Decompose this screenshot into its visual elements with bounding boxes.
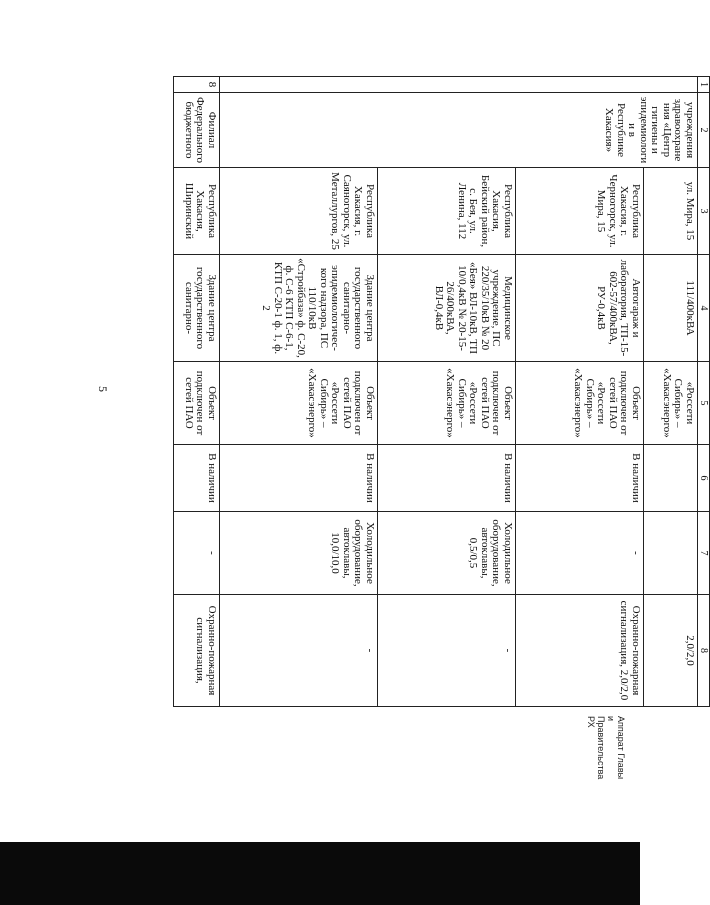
table-cell: «Россети Сибирь» – «Хакасэнерго» bbox=[644, 362, 698, 445]
table-cell bbox=[220, 77, 698, 93]
table-cell: В наличии bbox=[516, 445, 644, 512]
stamp-line: Аппарат Главы bbox=[616, 716, 626, 780]
table-cell: В наличии bbox=[174, 445, 220, 512]
equipment-table bbox=[173, 76, 710, 707]
table-row bbox=[516, 77, 644, 707]
table-cell: Объект подключен от сетей ПАО «Россети Сибирь» – «Хакасэнерго» bbox=[378, 362, 516, 445]
table-cell: Объект подключен от сетей ПАО «Россети Сибирь» – «Хакасэнерго» bbox=[516, 362, 644, 445]
table-cell: Республика Хакасия, г. Черногорск, ул. Мира, 15 bbox=[516, 168, 644, 255]
table-cell: Республика Хакасия, г. Саяногорск, ул. Металлургов, 25 bbox=[220, 168, 378, 255]
scan-border bbox=[0, 842, 640, 905]
header-cell: 2 bbox=[698, 93, 710, 168]
header-cell: 3 bbox=[698, 168, 710, 255]
table-cell: 2,0/2,0 bbox=[644, 595, 698, 707]
rotated-page bbox=[115, 76, 710, 706]
table-cell: Охранно-пожарная сигнализация, 2,0/2,0 bbox=[516, 595, 644, 707]
table-cell: 8 bbox=[174, 77, 220, 93]
table-cell: - bbox=[516, 512, 644, 595]
table-cell: Объект подключен от сетей ПАО bbox=[174, 362, 220, 445]
table-cell: Филиал Федерального бюджетного bbox=[174, 93, 220, 168]
table-row bbox=[220, 77, 378, 707]
page-number: 5 bbox=[96, 386, 110, 392]
table-cell bbox=[644, 512, 698, 595]
table-cell: Объект подключен от сетей ПАО «Россети Сибирь» – «Хакасэнерго» bbox=[220, 362, 378, 445]
table-cell: - bbox=[174, 512, 220, 595]
table-cell: Автогараж и лаборатория, ТП-15-602-57/400кВА, РУ-0,4кВ bbox=[516, 255, 644, 362]
table-cell: учреждения здравоохранения «Центр гигиены и эпидемиологии в Республике Хакасия» bbox=[220, 93, 698, 168]
header-cell: 8 bbox=[698, 595, 710, 707]
table-cell: Охранно-пожарная сигнализация, bbox=[174, 595, 220, 707]
table-row bbox=[378, 77, 516, 707]
table-cell: Холодильное оборудование, автоклавы, 0,5/0,5 bbox=[378, 512, 516, 595]
table-cell bbox=[644, 445, 698, 512]
stamp-line: и Правительства РХ bbox=[586, 716, 616, 780]
table-cell: В наличии bbox=[220, 445, 378, 512]
header-cell: 1 bbox=[698, 77, 710, 93]
header-cell: 7 bbox=[698, 512, 710, 595]
table-cell: 111/400кВА bbox=[644, 255, 698, 362]
header-cell: 6 bbox=[698, 445, 710, 512]
table-cell: Здание центра государственного санитарно- bbox=[174, 255, 220, 362]
table-cell: Республика Хакасия, Бейский район, с. Бея, ул. Ленина, 112 bbox=[378, 168, 516, 255]
table-row bbox=[644, 77, 698, 707]
table-cell: ул. Мира, 15 bbox=[644, 168, 698, 255]
header-cell: 5 bbox=[698, 362, 710, 445]
table-cell: Холодильное оборудование, автоклавы, 10,0/10,0 bbox=[220, 512, 378, 595]
table-cell: - bbox=[378, 595, 516, 707]
table-cell: Республика Хакасия, Ширинский bbox=[174, 168, 220, 255]
table-row bbox=[174, 77, 220, 707]
registration-stamp bbox=[586, 716, 626, 779]
table-header-row bbox=[698, 77, 710, 707]
header-cell: 4 bbox=[698, 255, 710, 362]
table-cell: В наличии bbox=[378, 445, 516, 512]
table-cell: - bbox=[220, 595, 378, 707]
table-cell: Медицинское учреждение, ПС 220/35/10кВ № 20 «Бея» ВЛ-10кВ, ТП 10/0,4кВ № 20-15-26/400кВА, ВЛ-0,4кВ bbox=[378, 255, 516, 362]
table-cell: Здание центра государственного санитарно-эпидемиологичес-кого надзора, ПС 110/10кВ «Стройбаза» ф. С-20, ф. С-6 КТП С-6-1, КТП С-20-1 ф. 1, ф. 2 bbox=[220, 255, 378, 362]
